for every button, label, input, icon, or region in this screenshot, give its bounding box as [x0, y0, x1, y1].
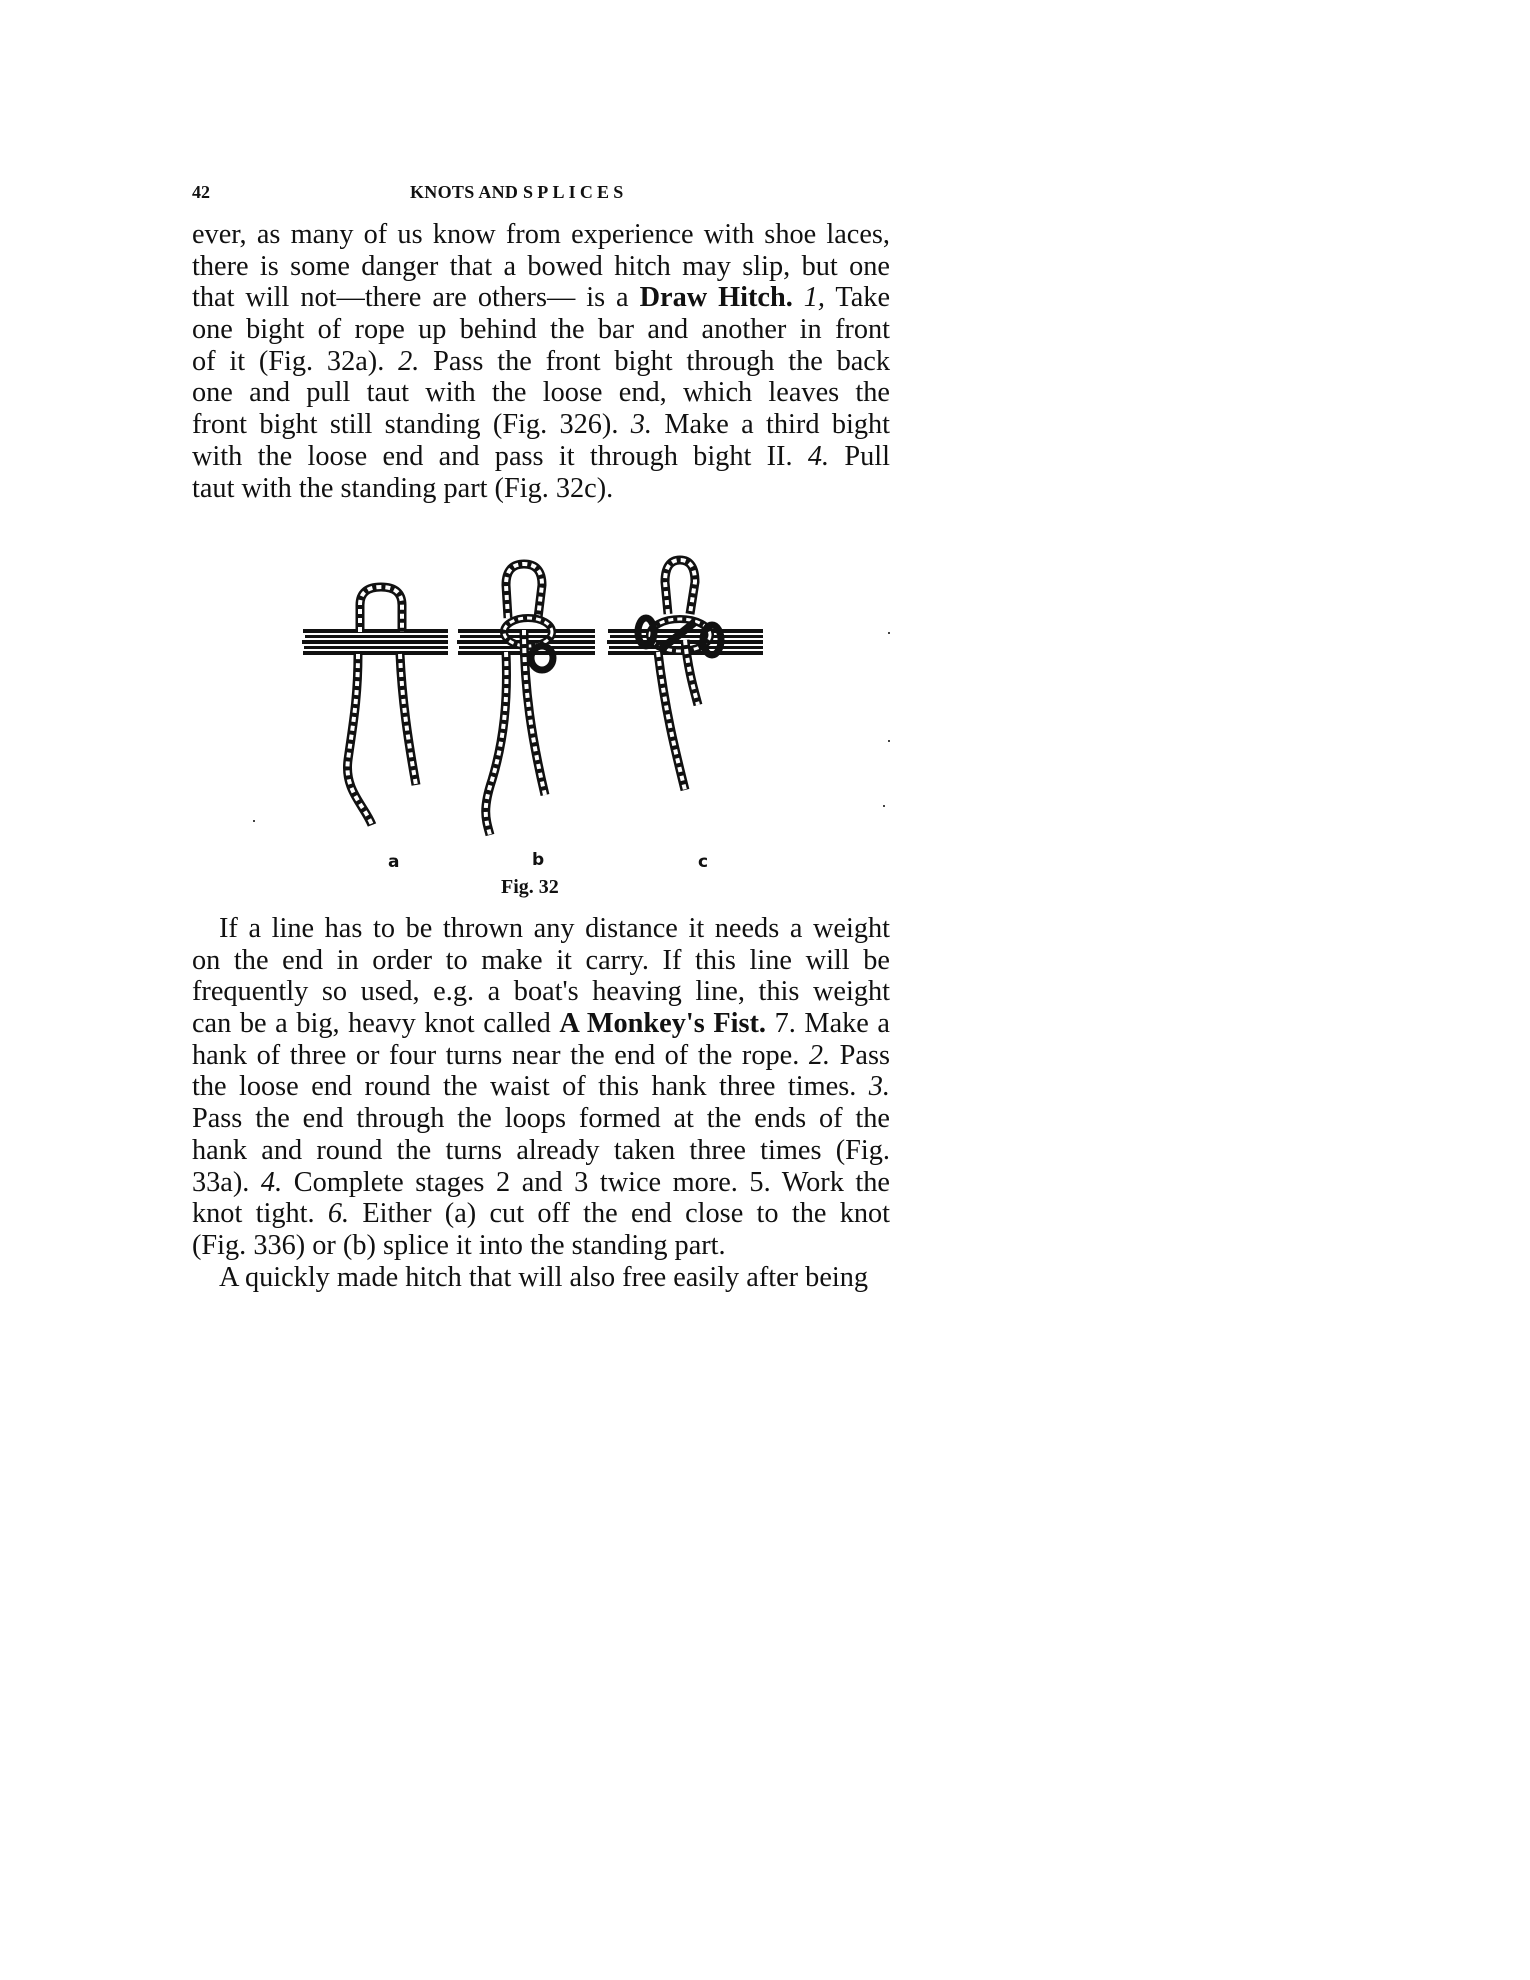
text-line [192, 346, 890, 378]
text-line [192, 913, 890, 945]
text-line [192, 1230, 890, 1262]
figure-label-b: b [532, 850, 545, 870]
scan-speck [253, 820, 255, 822]
term-monkeys-fist: A Monkey's Fist. [559, 1008, 766, 1040]
stage-a-illustration [302, 587, 448, 825]
term-draw-hitch: Draw Hitch. [639, 282, 793, 314]
figure-label-a: a [388, 852, 400, 872]
text-line [192, 409, 890, 441]
text-run: hank and round the turns already taken three times (Fig. [192, 1134, 890, 1166]
paragraph-monkeys-fist [192, 913, 890, 1293]
text-line [192, 314, 890, 346]
text-line [192, 251, 890, 283]
text-run: one and pull taut with the loose end, which leaves the [192, 377, 890, 409]
text-run: on the end in order to make it carry. If this line will be [192, 944, 890, 976]
step-number: 4. [260, 1166, 283, 1198]
text-line [192, 1262, 890, 1294]
draw-hitch-illustration [280, 540, 900, 900]
text-run: Complete stages 2 and 3 twice more. 5. Work the [282, 1166, 890, 1198]
step-number: 2. [398, 345, 420, 377]
text-run: Either (a) cut off the end close to the knot [349, 1198, 890, 1230]
stage-c-illustration [607, 560, 763, 790]
text-run: Make a third bight [652, 409, 890, 441]
text-line [192, 1008, 890, 1040]
running-head [192, 180, 890, 204]
running-title [410, 180, 627, 204]
text-run: can be a big, heavy knot called [192, 1008, 560, 1040]
text-line [192, 1040, 890, 1072]
step-number: 3. [630, 409, 653, 441]
text-line [192, 976, 890, 1008]
figure-32-draw-hitch [280, 540, 900, 900]
page-number: 42 [192, 182, 210, 202]
text-run: the loose end round the waist of this hank three times. [192, 1071, 869, 1103]
text-run: front bight still standing (Fig. 326). [192, 409, 631, 441]
text-run: Take [824, 282, 891, 314]
text-run: 7. Make a [766, 1008, 890, 1040]
text-run: there is some danger that a bowed hitch may slip, but one [192, 250, 890, 282]
text-line [192, 1071, 890, 1103]
running-title-part-b: SPLICES [523, 182, 628, 202]
scan-speck [888, 740, 890, 742]
step-number: 3. [868, 1071, 890, 1103]
text-run: Pull [829, 440, 890, 472]
figure-label-c: c [698, 852, 709, 872]
text-line [192, 441, 890, 473]
text-line [192, 1135, 890, 1167]
text-line [192, 219, 890, 251]
text-run: taut with the standing part (Fig. 32c). [192, 472, 614, 504]
running-title-part-a: KNOTS AND [410, 182, 519, 202]
text-run: that will not—there are others— is a [192, 282, 640, 314]
text-run: A quickly made hitch that will also free easily after being [219, 1261, 869, 1293]
text-line [192, 945, 890, 977]
text-run: Pass the front bight through the back [419, 345, 890, 377]
text-run [793, 282, 804, 313]
figure-caption: Fig. 32 [501, 876, 559, 898]
text-run: hank of three or four turns near the end of the rope. [192, 1039, 809, 1071]
text-run: If a line has to be thrown any distance it needs a weight [219, 913, 890, 944]
step-number: 1, [803, 282, 825, 314]
step-number: 6. [327, 1198, 350, 1230]
text-run: 33a). [192, 1166, 261, 1198]
step-number: 2. [808, 1039, 831, 1071]
text-line [192, 377, 890, 409]
text-run: ever, as many of us know from experience with shoe laces, [192, 219, 890, 250]
text-line [192, 282, 890, 314]
text-line [192, 1198, 890, 1230]
text-run: of it (Fig. 32a). [192, 345, 399, 377]
scan-speck [883, 805, 885, 807]
text-line [192, 1167, 890, 1199]
text-line [192, 473, 890, 505]
scan-speck [888, 632, 890, 634]
paragraph-draw-hitch [192, 219, 890, 504]
step-number: 4. [807, 440, 830, 472]
stage-b-illustration [457, 564, 595, 835]
text-run: knot tight. [192, 1198, 328, 1230]
text-run: with the loose end and pass it through bight II. [192, 440, 808, 472]
text-line [192, 1103, 890, 1135]
text-run: frequently so used, e.g. a boat's heaving line, this weight [192, 976, 890, 1008]
text-run: one bight of rope up behind the bar and another in front [192, 314, 890, 346]
text-run: (Fig. 336) or (b) splice it into the standing part. [192, 1229, 726, 1261]
text-run: Pass the end through the loops formed at the ends of the [192, 1103, 890, 1135]
text-run: Pass [830, 1039, 890, 1071]
